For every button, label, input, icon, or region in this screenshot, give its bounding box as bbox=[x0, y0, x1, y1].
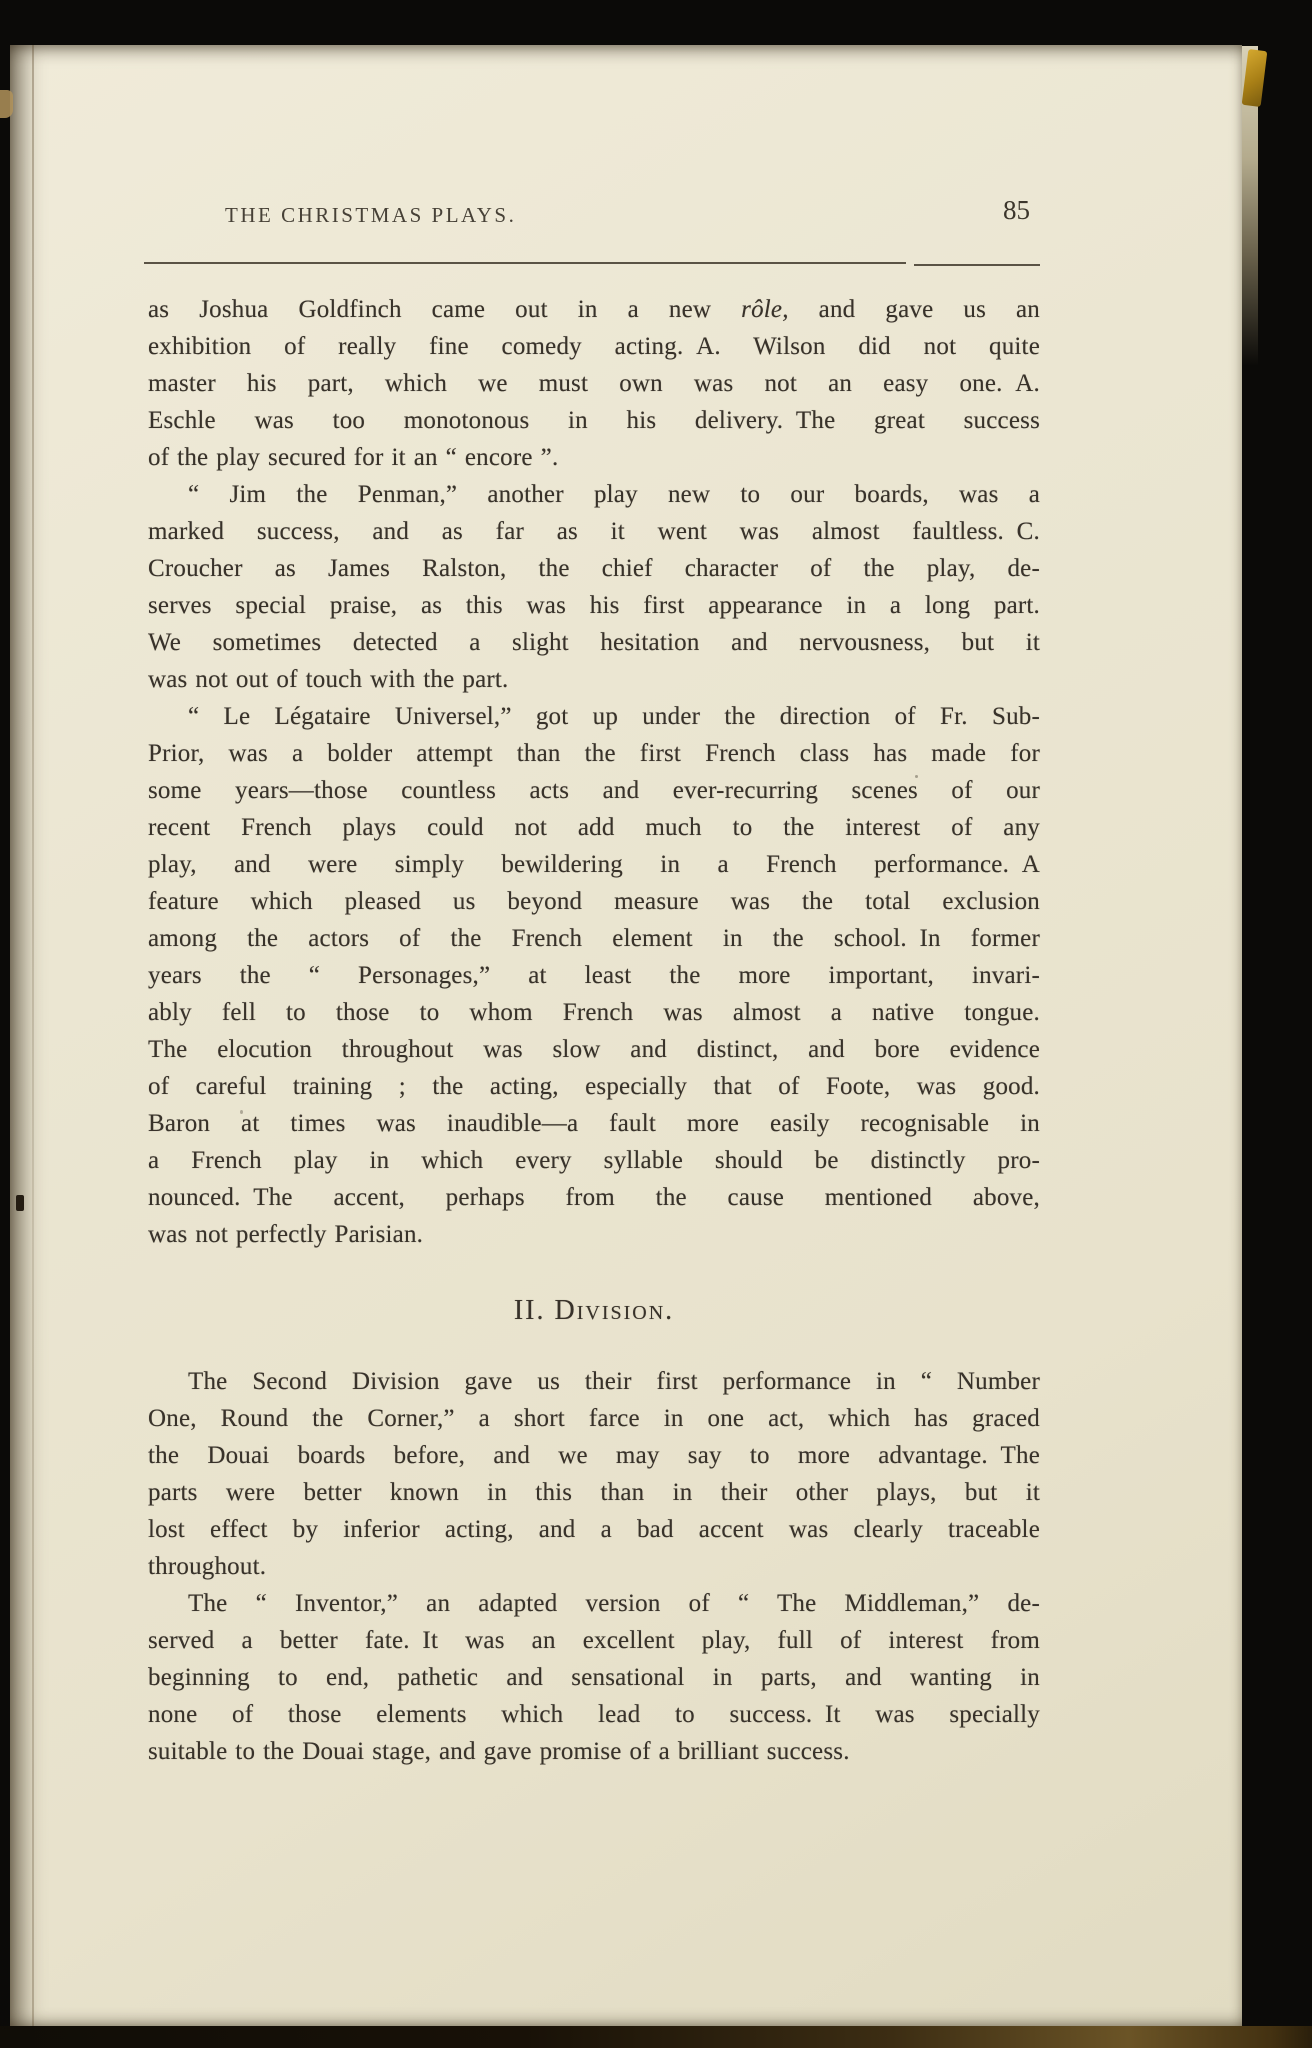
text-line: of the play secured for it an “ encore ”. bbox=[148, 444, 559, 471]
body-text-lower bbox=[148, 1363, 1040, 1770]
text-line: serves special praise, as this was his first appearance in a long part. bbox=[148, 592, 1040, 619]
text-line: marked success, and as far as it went was almost faultless. C. bbox=[148, 518, 1040, 545]
page-number: 85 bbox=[1003, 195, 1030, 225]
text-line: “ Jim the Penman,” another play new to our boards, was a bbox=[188, 481, 1040, 508]
paper-speck bbox=[915, 775, 918, 778]
text-line: recent French plays could not add much to the interest of any bbox=[148, 814, 1040, 841]
text-line: “ Le Légataire Universel,” got up under the direction of Fr. Sub- bbox=[188, 703, 1040, 730]
text-line: of careful training ; the acting, especially that of Foote, was good. bbox=[148, 1073, 1040, 1100]
header-rule-left-segment bbox=[144, 262, 906, 264]
text-line: Eschle was too monotonous in his delivery. The great success bbox=[148, 407, 1040, 434]
paper-speck bbox=[240, 1110, 243, 1114]
text-line: The Second Division gave us their first performance in “ Number bbox=[188, 1368, 1040, 1395]
paragraph bbox=[148, 291, 1040, 476]
text-line: ably fell to those to whom French was almost a native tongue. bbox=[148, 999, 1040, 1026]
text-line: years the “ Personages,” at least the more important, invari- bbox=[148, 962, 1040, 989]
text-line: the Douai boards before, and we may say to more advantage. The bbox=[148, 1442, 1040, 1469]
text-line: master his part, which we must own was not an easy one. A. bbox=[148, 370, 1040, 397]
header-rule-right-segment bbox=[914, 264, 1040, 266]
text-line: play, and were simply bewildering in a French performance. A bbox=[148, 851, 1040, 878]
text-line: The elocution throughout was slow and distinct, and bore evidence bbox=[148, 1036, 1040, 1063]
section-heading-division: II. Division. bbox=[513, 1295, 675, 1326]
book-fore-edge-bottom bbox=[0, 2026, 1312, 2048]
text-line: throughout. bbox=[148, 1553, 267, 1580]
text-line: as Joshua Goldfinch came out in a new rôle, and gave us an bbox=[148, 296, 1040, 323]
text-line: exhibition of really fine comedy acting. A. Wilson did not quite bbox=[148, 333, 1040, 360]
text-line: One, Round the Corner,” a short farce in one act, which has graced bbox=[148, 1405, 1040, 1432]
paragraph bbox=[148, 1585, 1040, 1770]
paragraph bbox=[148, 1363, 1040, 1585]
text-line: was not perfectly Parisian. bbox=[148, 1221, 424, 1248]
page-blemish bbox=[16, 1195, 24, 1211]
text-line: beginning to end, pathetic and sensational in parts, and wanting in bbox=[148, 1664, 1040, 1691]
book-page bbox=[10, 45, 1242, 2026]
text-line: served a better fate. It was an excellent play, full of interest from bbox=[148, 1627, 1040, 1654]
text-line: some years—those countless acts and ever-recurring scenes of our bbox=[148, 777, 1040, 804]
text-line: Croucher as James Ralston, the chief character of the play, de- bbox=[148, 555, 1040, 582]
text-line: among the actors of the French element in the school. In former bbox=[148, 925, 1040, 952]
paragraph bbox=[148, 476, 1040, 698]
book-cover-corner bbox=[0, 90, 13, 118]
text-line: suitable to the Douai stage, and gave promise of a brilliant success. bbox=[148, 1738, 850, 1765]
paragraph bbox=[148, 698, 1040, 1253]
text-line: none of those elements which lead to success. It was specially bbox=[148, 1701, 1040, 1728]
body-text-upper bbox=[148, 291, 1040, 1253]
text-line: nounced. The accent, perhaps from the cause mentioned above, bbox=[148, 1184, 1040, 1211]
text-line: lost effect by inferior acting, and a bad accent was clearly traceable bbox=[148, 1516, 1040, 1543]
text-line: Baron at times was inaudible—a fault more easily recognisable in bbox=[148, 1110, 1040, 1137]
text-line: The “ Inventor,” an adapted version of “ The Middleman,” de- bbox=[188, 1590, 1040, 1617]
running-head-title: THE CHRISTMAS PLAYS. bbox=[225, 203, 517, 227]
text-line: was not out of touch with the part. bbox=[148, 666, 509, 693]
text-line: parts were better known in this than in their other plays, but it bbox=[148, 1479, 1040, 1506]
text-line: Prior, was a bolder attempt than the first French class has made for bbox=[148, 740, 1040, 767]
text-line: a French play in which every syllable should be distinctly pro- bbox=[148, 1147, 1040, 1174]
text-line: We sometimes detected a slight hesitation and nervousness, but it bbox=[148, 629, 1040, 656]
text-line: feature which pleased us beyond measure was the total exclusion bbox=[148, 888, 1040, 915]
